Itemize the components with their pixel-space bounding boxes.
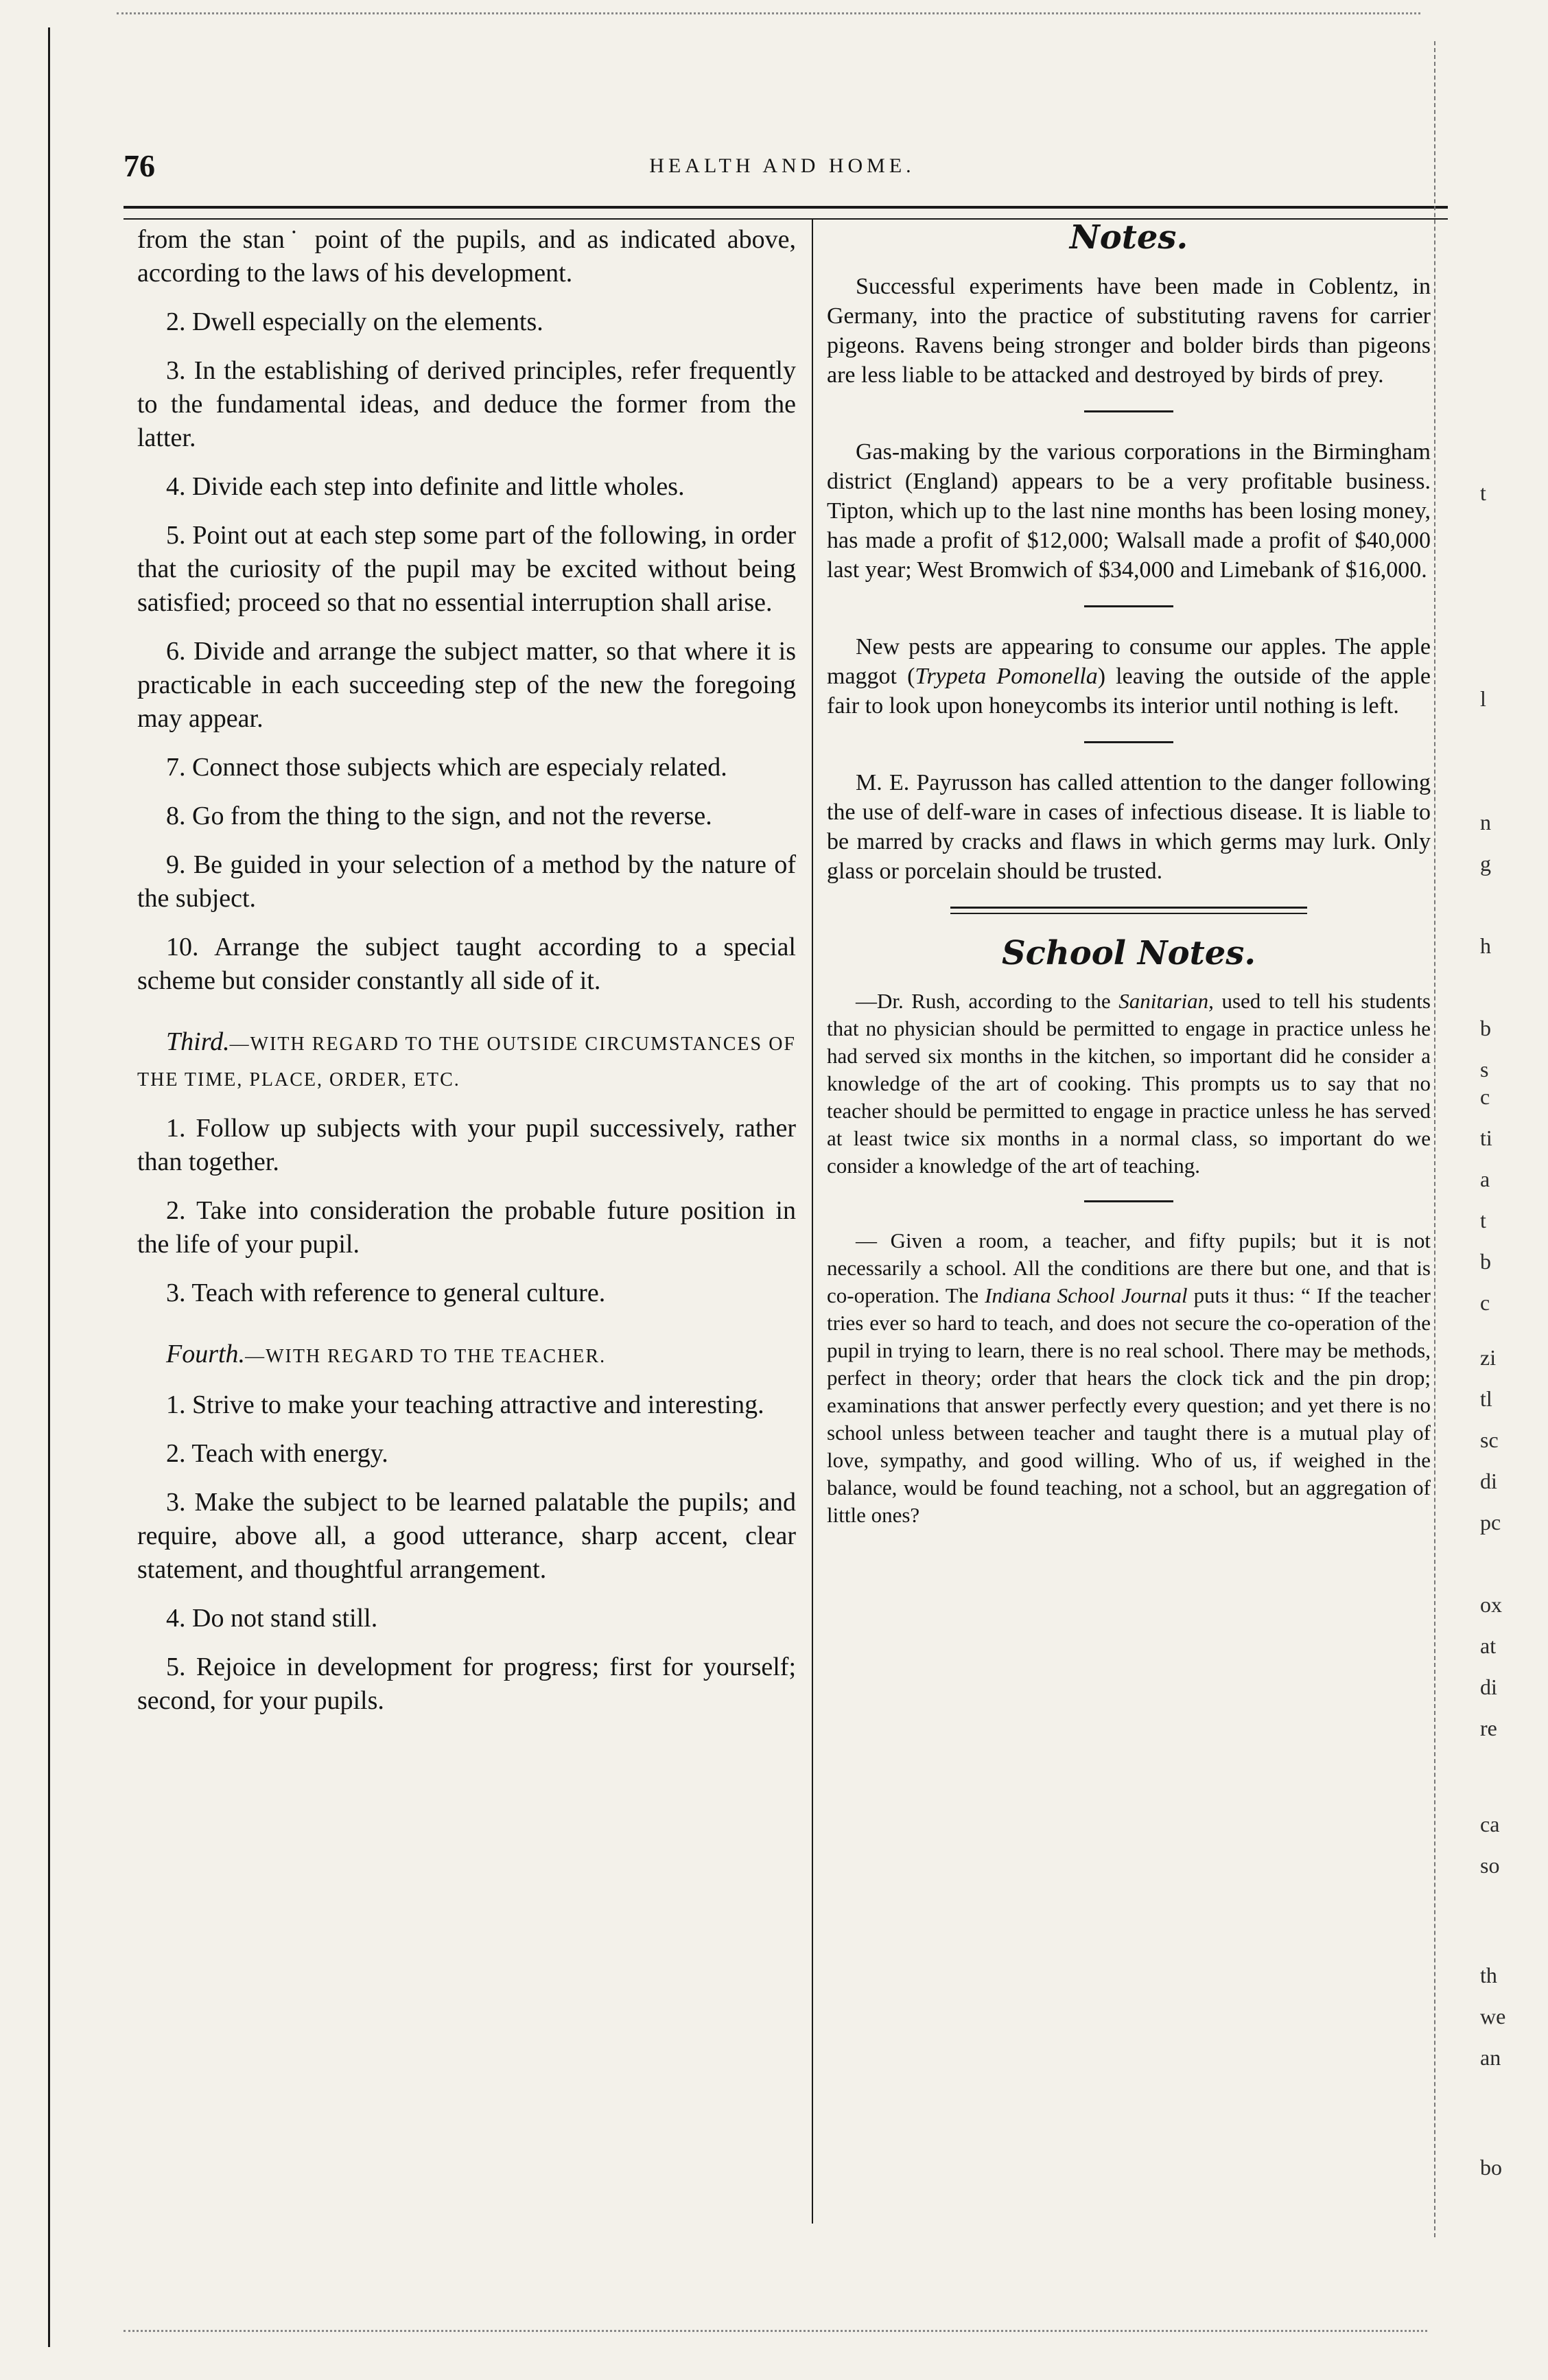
fourth-label: Fourth. (166, 1340, 246, 1368)
note-gas-making: Gas-making by the various corporations in the Birmingham district (England) appears to be a very profitable business. Tipton, which up to the last nine months has been losing money, has made a profit of $12,000; Walsall made a profit of $40,000 last year; West Bromwich of $34,000 and Limebank of $16,000. (827, 439, 1431, 583)
bottom-edge-noise (124, 2330, 1427, 2332)
fragment: b (1480, 1249, 1491, 1274)
left-page-edge (48, 27, 50, 2347)
fragment: t (1480, 1208, 1486, 1233)
fragment: we (1480, 2004, 1506, 2029)
double-rule (950, 907, 1307, 914)
fragment: ox (1480, 1592, 1502, 1617)
fragment: c (1480, 1290, 1490, 1315)
page-number: 76 (124, 148, 155, 183)
right-column (827, 218, 1431, 1540)
third-item-2: 2. Take into consideration the probable future position in the life of your pupil. (137, 1196, 796, 1259)
rule-4: 4. Divide each step into definite and little wholes. (166, 472, 685, 501)
school-note-cooperation: — Given a room, a teacher, and fifty pupils; but it is not necessarily a school. All the conditions are there but one, and that is co-operation. The Indiana School Journal puts it thus: “ If the teacher tries ever so hard to teach, and does not secure the co-operation of the pupil in trying to learn, there is no real school. There may be methods, perfect in theory; order that hears the clock tick and the pin drop; examinations that answer perfectly every question; and yet there is no school unless between teacher and taught there is a mutual play of love, sympathy, and good willing. Who of us, if weighed in the balance, would be found teaching, not a school, but an aggregation of little ones? (827, 1228, 1431, 1527)
school-notes-heading: School Notes. (1001, 934, 1256, 972)
fragment: h (1480, 933, 1491, 958)
fragment: so (1480, 1853, 1500, 1878)
fragment: b (1480, 1016, 1491, 1040)
fragment: c (1480, 1084, 1490, 1109)
top-edge-noise (117, 12, 1420, 14)
fragment: a (1480, 1167, 1490, 1191)
fragment: th (1480, 1963, 1497, 1987)
third-caption: —WITH REGARD TO THE OUTSIDE CIRCUMSTANCES OF THE TIME, PLACE, ORDER, ETC. (137, 1034, 796, 1090)
third-heading (137, 1025, 796, 1097)
fragment: ti (1480, 1125, 1492, 1150)
fourth-item-1: 1. Strive to make your teaching attractive and interesting. (166, 1390, 764, 1419)
fragment: zi (1480, 1345, 1497, 1370)
rule-10: 10. Arrange the subject taught according to a special scheme but consider constantly all side of it. (137, 933, 796, 995)
fragment: n (1480, 810, 1491, 835)
column-divider (812, 220, 813, 2224)
third-item-3: 3. Teach with reference to general culture. (166, 1279, 606, 1307)
rule-8: 8. Go from the thing to the sign, and not the reverse. (166, 802, 712, 830)
separator (1084, 605, 1173, 607)
page-header (124, 148, 1441, 202)
fourth-item-2: 2. Teach with energy. (166, 1439, 388, 1468)
separator (1084, 741, 1173, 743)
school-notes (827, 988, 1431, 1529)
rule-7: 7. Connect those subjects which are especialy related. (166, 753, 727, 782)
left-column (137, 223, 796, 1733)
fragment: g (1480, 851, 1491, 876)
note-delf-ware: M. E. Payrusson has called attention to the danger following the use of delf-ware in cases of infectious disease. It is liable to be marred by cracks and flaws in which germs may lurk. Only glass or porcelain should be trusted. (827, 770, 1431, 884)
fragment: tl (1480, 1386, 1492, 1411)
rule-9: 9. Be guided in your selection of a method by the nature of the subject. (137, 850, 796, 913)
fragment: bo (1480, 2155, 1502, 2180)
rule-3: 3. In the establishing of derived principles, refer frequently to the fundamental ideas, and deduce the former from the latter. (137, 356, 796, 452)
note-apple-maggot: New pests are appearing to consume our apples. The apple maggot (Trypeta Pomonella) leaving the outside of the apple fair to look upon honeycombs its interior until nothing is left. (827, 634, 1431, 719)
third-item-1: 1. Follow up subjects with your pupil successively, rather than together. (137, 1114, 796, 1176)
adjacent-page-fragments (1472, 0, 1548, 2380)
fragment: re (1480, 1716, 1497, 1740)
separator (1084, 410, 1173, 412)
rule-2: 2. Dwell especially on the elements. (166, 307, 543, 336)
notes-heading: Notes. (1069, 218, 1188, 257)
third-label: Third. (166, 1027, 230, 1056)
running-title: HEALTH AND HOME. (649, 154, 915, 177)
fourth-heading (137, 1338, 796, 1373)
fragment: s (1480, 1057, 1489, 1082)
fragment: sc (1480, 1427, 1499, 1452)
separator (1084, 1200, 1173, 1202)
rule-5: 5. Point out at each step some part of the following, in order that the curiosity of the pupil may be excited without being satisfied; proceed so that no essential interruption shall arise. (137, 521, 796, 617)
header-rule (124, 206, 1448, 220)
torn-right-edge (1434, 41, 1466, 2237)
note-ravens: Successful experiments have been made in Coblentz, in Germany, into the practice of substituting ravens for carrier pigeons. Ravens being stronger and bolder birds than pigeons are less liable to be attacked and destroyed by birds of prey. (827, 274, 1431, 388)
fourth-item-4: 4. Do not stand still. (166, 1604, 378, 1633)
fragment: at (1480, 1633, 1497, 1658)
fragment: t (1480, 480, 1486, 505)
fragment: di (1480, 1469, 1497, 1493)
fragment: ca (1480, 1812, 1500, 1836)
rule-6: 6. Divide and arrange the subject matter, so that where it is practicable in each succeeding step of the new the foregoing may appear. (137, 637, 796, 733)
fourth-item-3: 3. Make the subject to be learned palatable the pupils; and require, above all, a good utterance, sharp accent, clear statement, and thoughtful arrangement. (137, 1488, 796, 1584)
school-note-rush: —Dr. Rush, according to the Sanitarian, used to tell his students that no physician should be permitted to engage in practice unless he had served six months in the kitchen, so important did he consider a knowledge of the art of cooking. This prompts us to say that no teacher should be permitted to engage in practice unless he has served at least twice six months in a normal class, so important do we consider a knowledge of the art of teaching. (827, 989, 1431, 1178)
fragment: l (1480, 686, 1486, 711)
intro-paragraph: from the stan˙ point of the pupils, and as indicated above, according to the laws of his development. (137, 225, 796, 288)
fragment: an (1480, 2045, 1501, 2070)
fragment: pc (1480, 1510, 1501, 1535)
fragment: di (1480, 1675, 1497, 1699)
fourth-caption: —WITH REGARD TO THE TEACHER. (245, 1346, 607, 1367)
fourth-item-5: 5. Rejoice in development for progress; first for yourself; second, for your pupils. (137, 1653, 796, 1715)
